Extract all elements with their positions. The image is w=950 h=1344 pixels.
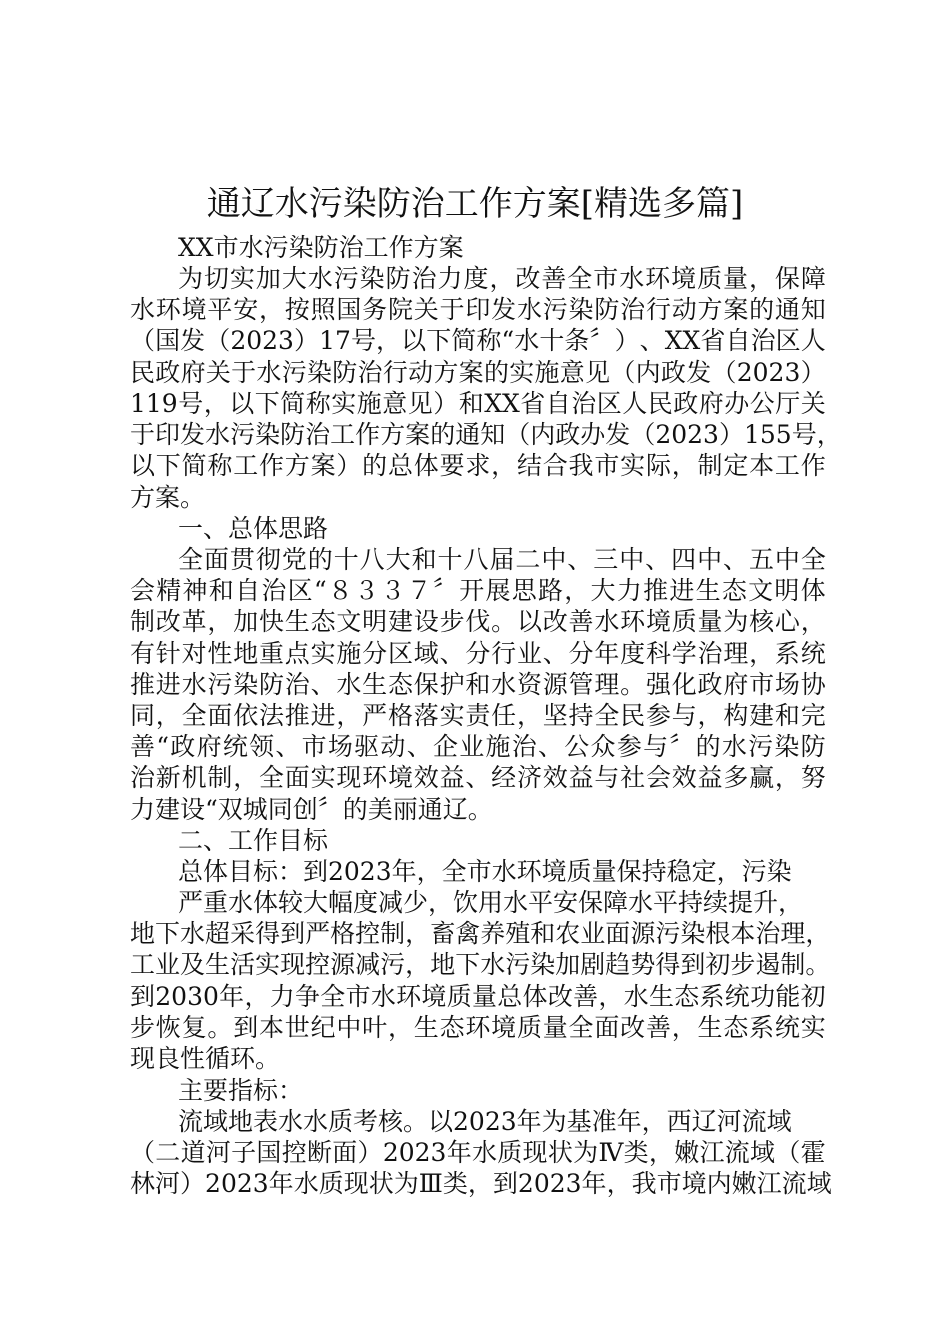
body-line: 全 面 贯 彻 党 的 十 八 大 和 十 八 届 二 中 、 三 中 、 四 中 、 五 中 全 <box>178 545 826 574</box>
body-line: 严重水体较大幅度减少，饮用水平安保障水平持续提升， <box>178 888 804 917</box>
document-title: 通辽水污染防治工作方案[精选多篇] <box>206 184 744 224</box>
body-line: 119 号 ， 以 下 简 称 实 施 意 见 ） 和 XX 省 自 治 区 人 民 政 府 办 公 厅 关 <box>130 389 826 418</box>
body-line: 流域地表水水质考核。以2023年为基准年，西辽河流域 <box>178 1107 792 1136</box>
body-line: 水 环 境 平 安 ， 按 照 国 务 院 关 于 印 发 水 污 染 防 治 行 动 方 案 的 通 知 <box>130 295 826 324</box>
body-line: 工 业 及 生 活 实 现 控 源 减 污 ， 地 下 水 污 染 加 剧 趋 势 得 到 初 步 遏 制 。 <box>130 950 831 979</box>
body-line: 会 精 神 和 自 治 区 “ ８ ３ ３ ７ 〞 开 展 思 路 ， 大 力 推 进 生 态 文 明 体 <box>130 576 826 605</box>
body-line: 善 “ 政 府 统 领 、 市 场 驱 动 、 企 业 施 治 、 公 众 参 与 〞 的 水 污 染 防 <box>130 732 826 761</box>
body-line: 有 针 对 性 地 重 点 实 施 分 区 域 、 分 行 业 、 分 年 度 科 学 治 理 ， 系 统 <box>130 639 826 668</box>
body-line: 总体目标：到2023年，全市水环境质量保持稳定，污染 <box>178 857 792 886</box>
body-line: 现良性循环。 <box>130 1044 281 1073</box>
body-line: 推 进 水 污 染 防 治 、 水 生 态 保 护 和 水 资 源 管 理 。 强 化 政 府 市 场 协 <box>130 670 826 699</box>
body-line: 治 新 机 制 ， 全 面 实 现 环 境 效 益 、 经 济 效 益 与 社 会 效 益 多 赢 ， 努 <box>130 763 826 792</box>
body-line: 以 下 简 称 工 作 方 案 ） 的 总 体 要 求 ， 结 合 我 市 实 际 ， 制 定 本 工 作 <box>130 451 826 480</box>
body-line: 于 印 发 水 污 染 防 治 工 作 方 案 的 通 知 （ 内 政 办 发 （ 2023 ） 155 号 ， <box>130 420 842 449</box>
body-line: 民 政 府 关 于 水 污 染 防 治 行 动 方 案 的 实 施 意 见 （ 内 政 发 （ 2023 ） <box>130 358 826 387</box>
body-line: 同 ， 全 面 依 法 推 进 ， 严 格 落 实 责 任 ， 坚 持 全 民 参 与 ， 构 建 和 完 <box>130 701 826 730</box>
body-line: 方案。 <box>130 483 206 512</box>
body-line: XX市水污染防治工作方案 <box>178 233 464 262</box>
body-line: 制 改 革 ， 加 快 生 态 文 明 建 设 步 伐 。 以 改 善 水 环 境 质 量 为 核 心 ， <box>130 607 826 636</box>
body-line: 二、工作目标 <box>178 826 329 855</box>
body-line: 林 河 ） 2023 年 水 质 现 状 为 Ⅲ 类 ， 到 2023 年 ， 我 市 境 内 嫩 江 流 域 <box>130 1169 832 1198</box>
body-line: 到 2030 年 ， 力 争 全 市 水 环 境 质 量 总 体 改 善 ， 水 生 态 系 统 功 能 初 <box>130 982 826 1011</box>
body-line: 一、总体思路 <box>178 514 329 543</box>
body-line: 力建设“双城同创〞的美丽通辽。 <box>130 795 493 824</box>
body-line: 为 切 实 加 大 水 污 染 防 治 力 度 ， 改 善 全 市 水 环 境 质 量 ， 保 障 <box>178 264 826 293</box>
body-line: 步 恢 复 。 到 本 世 纪 中 叶 ， 生 态 环 境 质 量 全 面 改 善 ， 生 态 系 统 实 <box>130 1013 826 1042</box>
body-line: （ 二 道 河 子 国 控 断 面 ） 2023 年 水 质 现 状 为 Ⅳ 类 ， 嫩 江 流 域 （ 霍 <box>130 1138 826 1167</box>
body-line: （ 国 发 （ 2023 ） 17 号 ， 以 下 简 称 “ 水 十 条 〞 ） 、 XX 省 自 治 区 人 <box>130 326 826 355</box>
body-line: 主要指标： <box>178 1076 304 1105</box>
body-line: 地 下 水 超 采 得 到 严 格 控 制 ， 畜 禽 养 殖 和 农 业 面 源 污 染 根 本 治 理 ， <box>130 919 831 948</box>
